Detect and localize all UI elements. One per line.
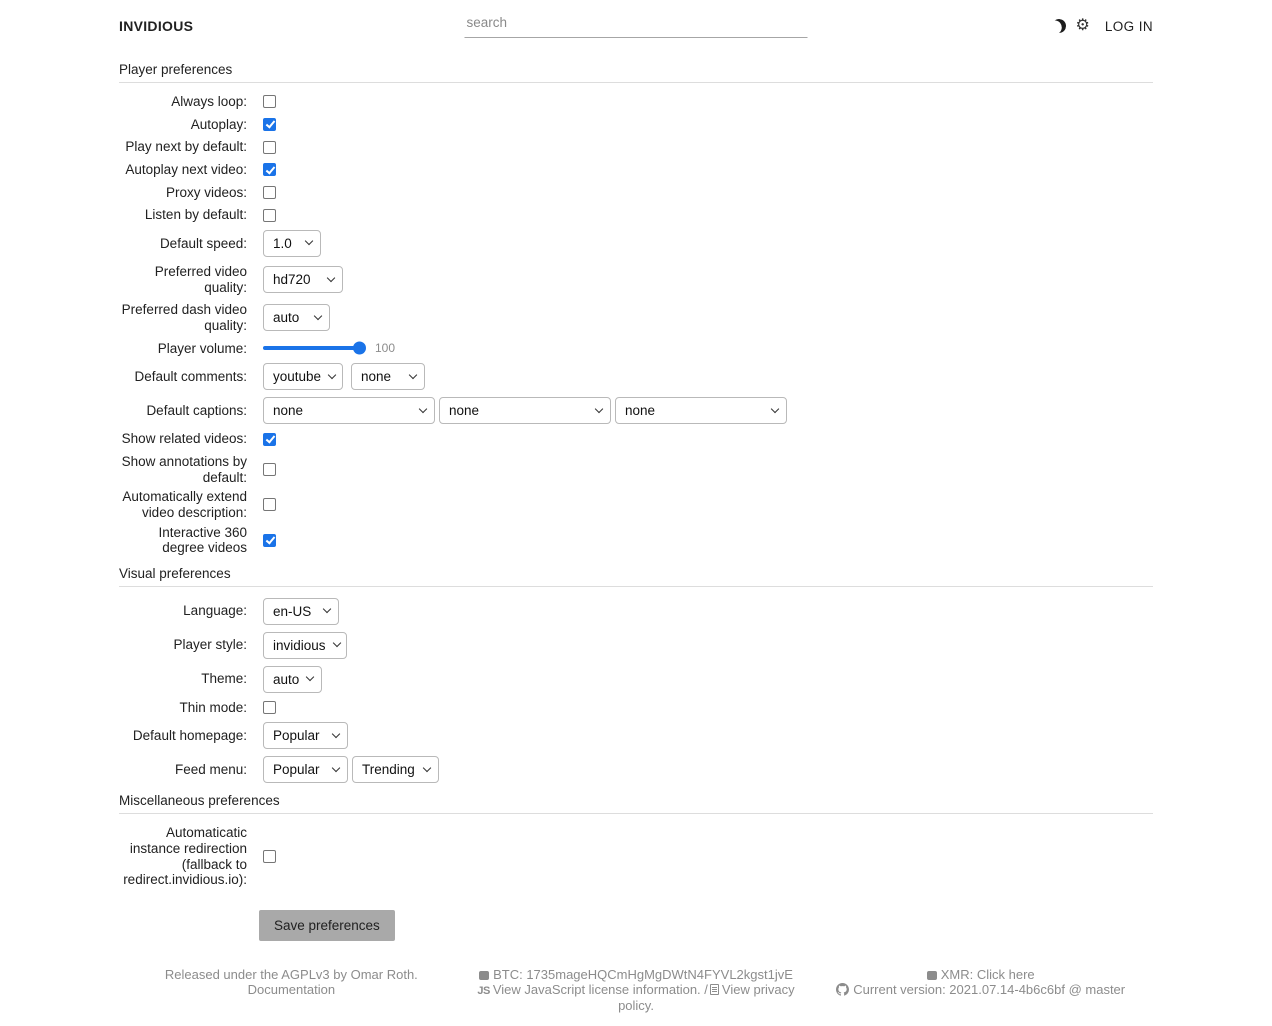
section-divider [119, 586, 1153, 587]
video-quality-select[interactable] [263, 266, 343, 293]
feed-menu-label: Feed menu: [174, 762, 247, 778]
autoplay-next-checkbox[interactable] [263, 163, 276, 176]
xmr-prefix-text: XMR: [940, 967, 974, 983]
version-link[interactable]: Current version: 2021.07.14-4b6c6bf @ master [853, 982, 1126, 998]
autoplay-label: Autoplay: [190, 116, 247, 132]
preferences-gear-icon[interactable]: ⚙ [1075, 17, 1090, 34]
pref-row-default-captions [119, 397, 1153, 424]
btc-address-text: BTC: 1735mageHQCmHgMgDWtN4FYVL2kgst1jvE [493, 967, 793, 983]
chevron-down-icon [328, 370, 336, 378]
comments-source-2-select[interactable] [351, 363, 425, 390]
autoplay-next-label: Autoplay next video: [125, 161, 247, 177]
chevron-down-icon [423, 764, 431, 772]
select-value: Trending [362, 762, 415, 778]
pref-row-auto-redirect [119, 825, 1153, 888]
captions-3-select[interactable] [615, 397, 787, 424]
volume-value: 100 [375, 341, 396, 356]
language-select[interactable] [263, 598, 339, 625]
chevron-down-icon [327, 273, 335, 281]
chevron-down-icon [409, 370, 417, 378]
preferences-page [0, 62, 1272, 941]
pref-row-dash-quality [119, 302, 1153, 333]
pref-row-always-loop [119, 94, 1153, 110]
brand-logo[interactable]: INVIDIOUS [119, 18, 194, 34]
player-style-label: Player style: [173, 637, 247, 653]
related-videos-checkbox[interactable] [263, 433, 276, 446]
select-value: en-US [273, 603, 312, 619]
theme-select[interactable] [263, 666, 322, 693]
pref-row-autoplay-next [119, 162, 1153, 178]
pref-row-extend-description [119, 489, 1153, 520]
search-input[interactable] [465, 12, 808, 38]
select-value: hd720 [273, 272, 311, 288]
privacy-document-icon [710, 984, 719, 995]
select-value: invidious [273, 637, 326, 653]
separator-text: / [704, 982, 708, 998]
pref-row-player-style [119, 632, 1153, 659]
javascript-icon: JS [477, 985, 490, 998]
video-quality-label: Preferred video quality: [154, 263, 247, 295]
dash-quality-label: Preferred dash video quality: [121, 302, 247, 333]
dark-mode-moon-icon[interactable] [1052, 18, 1068, 34]
pref-row-play-next [119, 139, 1153, 155]
pref-row-default-speed [119, 230, 1153, 257]
pref-row-thin-mode [119, 700, 1153, 716]
extend-description-label: Automatically extend video description: [122, 489, 247, 520]
always-loop-checkbox[interactable] [263, 95, 276, 108]
chevron-down-icon [306, 673, 314, 681]
chevron-down-icon [305, 237, 313, 245]
auto-redirect-label: Automaticatic instance redirection (fallback to redirect.invidious.io): [123, 825, 247, 888]
select-value: auto [273, 671, 300, 687]
default-captions-label: Default captions: [146, 402, 247, 418]
listen-default-label: Listen by default: [144, 207, 247, 223]
interactive-360-checkbox[interactable] [263, 534, 276, 547]
default-homepage-label: Default homepage: [132, 728, 247, 744]
section-divider [119, 82, 1153, 83]
select-value: Popular [273, 762, 320, 778]
pref-row-autoplay [119, 117, 1153, 133]
chevron-down-icon [332, 764, 340, 772]
pref-row-language [119, 598, 1153, 625]
autoplay-checkbox[interactable] [263, 118, 276, 131]
feed-menu-1-select[interactable] [263, 756, 348, 783]
pref-row-listen-default [119, 207, 1153, 223]
footer-version-column [808, 967, 1153, 1014]
github-icon [836, 983, 849, 996]
select-value: Popular [273, 728, 320, 744]
header-actions [1052, 18, 1153, 34]
select-value: none [273, 403, 304, 419]
select-value: youtube [273, 369, 322, 385]
proxy-videos-label: Proxy videos: [165, 184, 247, 200]
section-divider [119, 813, 1153, 814]
default-comments-label: Default comments: [134, 368, 247, 384]
auto-redirect-checkbox[interactable] [263, 850, 276, 863]
xmr-link[interactable]: Click here [976, 967, 1035, 983]
always-loop-label: Always loop: [171, 94, 247, 109]
thin-mode-checkbox[interactable] [263, 701, 276, 714]
chevron-down-icon [771, 404, 779, 412]
pref-row-proxy-videos [119, 185, 1153, 201]
annotations-label: Show annotations by default: [121, 453, 247, 485]
extend-description-checkbox[interactable] [263, 498, 276, 511]
captions-2-select[interactable] [439, 397, 611, 424]
select-value: none [361, 369, 392, 385]
interactive-360-label: Interactive 360 degree videos [158, 524, 247, 556]
select-value: none [625, 403, 656, 419]
listen-default-checkbox[interactable] [263, 209, 276, 222]
chevron-down-icon [419, 404, 427, 412]
player-style-select[interactable] [263, 632, 347, 659]
pref-row-interactive-360 [119, 525, 1153, 556]
annotations-checkbox[interactable] [263, 463, 276, 476]
chevron-down-icon [595, 404, 603, 412]
feed-menu-2-select[interactable] [352, 756, 439, 783]
pref-row-feed-menu [119, 756, 1153, 783]
search-form [465, 12, 808, 38]
select-value: none [449, 403, 480, 419]
log-in-link[interactable]: LOG IN [1104, 18, 1153, 34]
license-text: Released under the AGPLv3 by Omar Roth. [164, 967, 418, 983]
js-license-link[interactable]: View JavaScript license information. [492, 982, 701, 998]
select-value: 1.0 [273, 235, 292, 251]
top-navbar [0, 0, 1272, 52]
pref-row-video-quality [119, 264, 1153, 295]
pref-row-player-volume [119, 341, 1153, 357]
player-volume-label: Player volume: [157, 340, 247, 356]
footer-donate-column [464, 967, 809, 1014]
chevron-down-icon [323, 605, 331, 613]
theme-label: Theme: [201, 671, 247, 687]
pref-row-default-homepage [119, 722, 1153, 749]
default-homepage-select[interactable] [263, 722, 348, 749]
default-speed-label: Default speed: [159, 235, 247, 251]
save-preferences-button[interactable]: Save preferences [259, 910, 395, 941]
comments-source-1-select[interactable] [263, 363, 343, 390]
bitcoin-icon [479, 971, 489, 980]
pref-row-theme [119, 666, 1153, 693]
page-footer [0, 941, 1272, 1026]
captions-1-select[interactable] [263, 397, 435, 424]
visual-preferences-heading: Visual preferences [119, 565, 231, 581]
footer-license-column [119, 967, 464, 1014]
misc-preferences-heading: Miscellaneous preferences [119, 793, 280, 809]
thin-mode-label: Thin mode: [179, 699, 247, 715]
chevron-down-icon [314, 312, 322, 320]
dash-quality-select[interactable] [263, 304, 330, 331]
pref-row-annotations [119, 454, 1153, 485]
play-next-label: Play next by default: [125, 139, 247, 155]
documentation-link[interactable]: Documentation [247, 982, 336, 998]
monero-icon [927, 971, 937, 980]
chevron-down-icon [332, 639, 340, 647]
pref-row-related-videos [119, 431, 1153, 447]
default-speed-select[interactable] [263, 230, 321, 257]
select-value: auto [273, 310, 300, 326]
play-next-checkbox[interactable] [263, 141, 276, 154]
volume-slider[interactable] [263, 346, 364, 350]
language-label: Language: [183, 603, 247, 619]
pref-row-default-comments [119, 363, 1153, 390]
slider-thumb[interactable] [353, 342, 366, 355]
related-videos-label: Show related videos: [121, 431, 247, 447]
proxy-videos-checkbox[interactable] [263, 186, 276, 199]
chevron-down-icon [332, 730, 340, 738]
player-preferences-heading: Player preferences [119, 62, 233, 77]
privacy-policy-link[interactable]: View privacy policy. [618, 982, 795, 1014]
